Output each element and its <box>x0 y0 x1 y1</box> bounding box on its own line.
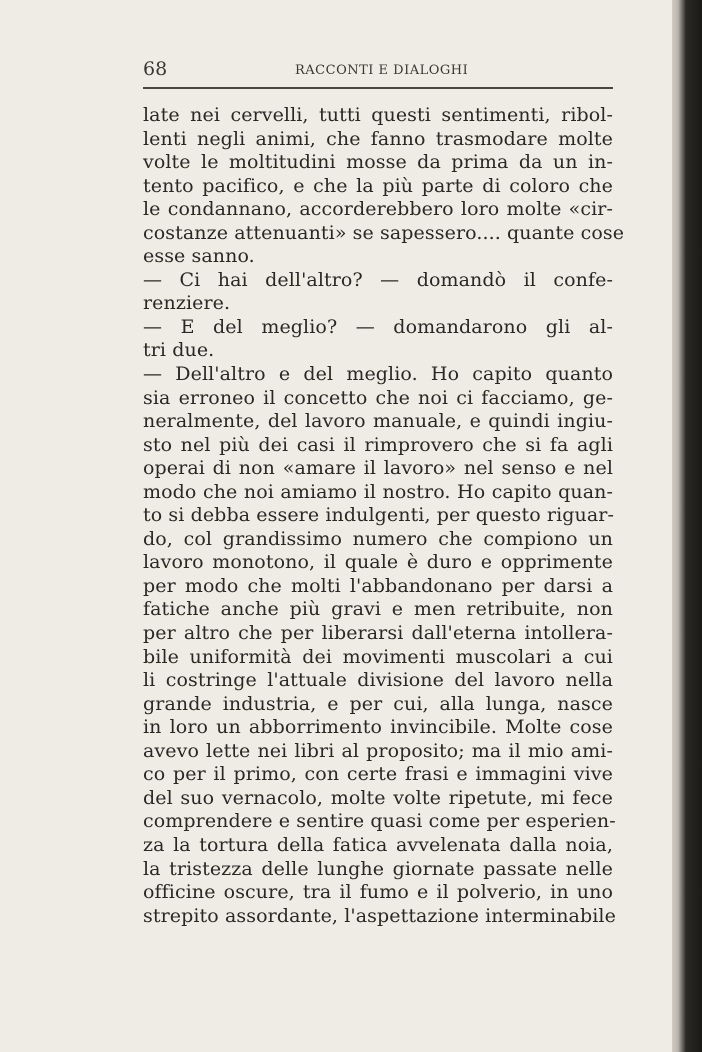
text-line: neralmente, del lavoro manuale, e quindi ingiu- <box>143 410 613 433</box>
body-text <box>143 104 625 928</box>
text-line: per modo che molti l'abbandonano per darsi a <box>143 574 613 597</box>
page-header <box>143 58 613 86</box>
text-line: co per il primo, con certe frasi e immagini vive <box>143 763 613 786</box>
text-line: strepito assordante, l'aspettazione interminabile <box>143 904 616 927</box>
text-line: la tristezza delle lunghe giornate passate nelle <box>143 857 613 880</box>
text-line: per altro che per liberarsi dall'eterna intollera- <box>143 622 613 645</box>
text-line: bile uniformità dei movimenti muscolari a cui <box>143 645 613 668</box>
text-line: li costringe l'attuale divisione del lavoro nella <box>143 669 613 692</box>
text-line: esse sanno. <box>143 245 255 268</box>
text-line: do, col grandissimo numero che compiono un <box>143 527 613 550</box>
text-line: comprendere e sentire quasi come per esperien- <box>143 810 616 833</box>
text-line: tri due. <box>143 339 215 362</box>
text-line: lenti negli animi, che fanno trasmodare molte <box>143 127 613 150</box>
text-line: lavoro monotono, il quale è duro e opprimente <box>143 551 613 574</box>
text-line: costanze attenuanti» se sapessero.... quante cose <box>143 221 625 244</box>
text-line: sto nel più dei casi il rimprovero che si fa agli <box>143 433 613 456</box>
text-line: — Ci hai dell'altro? — domandò il confe- <box>143 268 613 291</box>
text-line: — E del meglio? — domandarono gli al- <box>143 315 613 338</box>
running-head: RACCONTI E DIALOGHI <box>295 63 469 78</box>
text-line: operai di non «amare il lavoro» nel senso e nel <box>143 457 613 480</box>
text-line: le condannano, accorderebbero loro molte «cir- <box>143 198 613 221</box>
text-line: renziere. <box>143 292 231 315</box>
text-line: volte le moltitudini mosse da prima da un in- <box>143 151 613 174</box>
text-line: fatiche anche più gravi e men retribuite, non <box>143 598 613 621</box>
page-edge-shadow <box>672 0 702 1052</box>
text-line: to si debba essere indulgenti, per questo riguar- <box>143 504 614 527</box>
page-number: 68 <box>143 58 168 80</box>
text-line: — Dell'altro e del meglio. Ho capito quanto <box>143 363 613 386</box>
text-line: modo che noi amiamo il nostro. Ho capito quan- <box>143 480 613 503</box>
text-line: grande industria, e per cui, alla lunga, nasce <box>143 692 613 715</box>
text-line: in loro un abborrimento invincibile. Molte cose <box>143 716 613 739</box>
text-line: late nei cervelli, tutti questi sentimenti, ribol- <box>143 104 613 126</box>
text-line: za la tortura della fatica avvelenata dalla noia, <box>143 833 613 856</box>
text-line: tento pacifico, e che la più parte di coloro che <box>143 174 613 197</box>
text-line: del suo vernacolo, molte volte ripetute, mi fece <box>143 786 613 809</box>
text-line: sia erroneo il concetto che noi ci facciamo, ge- <box>143 386 613 409</box>
header-rule <box>143 87 613 89</box>
text-line: avevo lette nei libri al proposito; ma il mio ami- <box>143 739 613 762</box>
text-line: officine oscure, tra il fumo e il polverio, in uno <box>143 881 613 904</box>
